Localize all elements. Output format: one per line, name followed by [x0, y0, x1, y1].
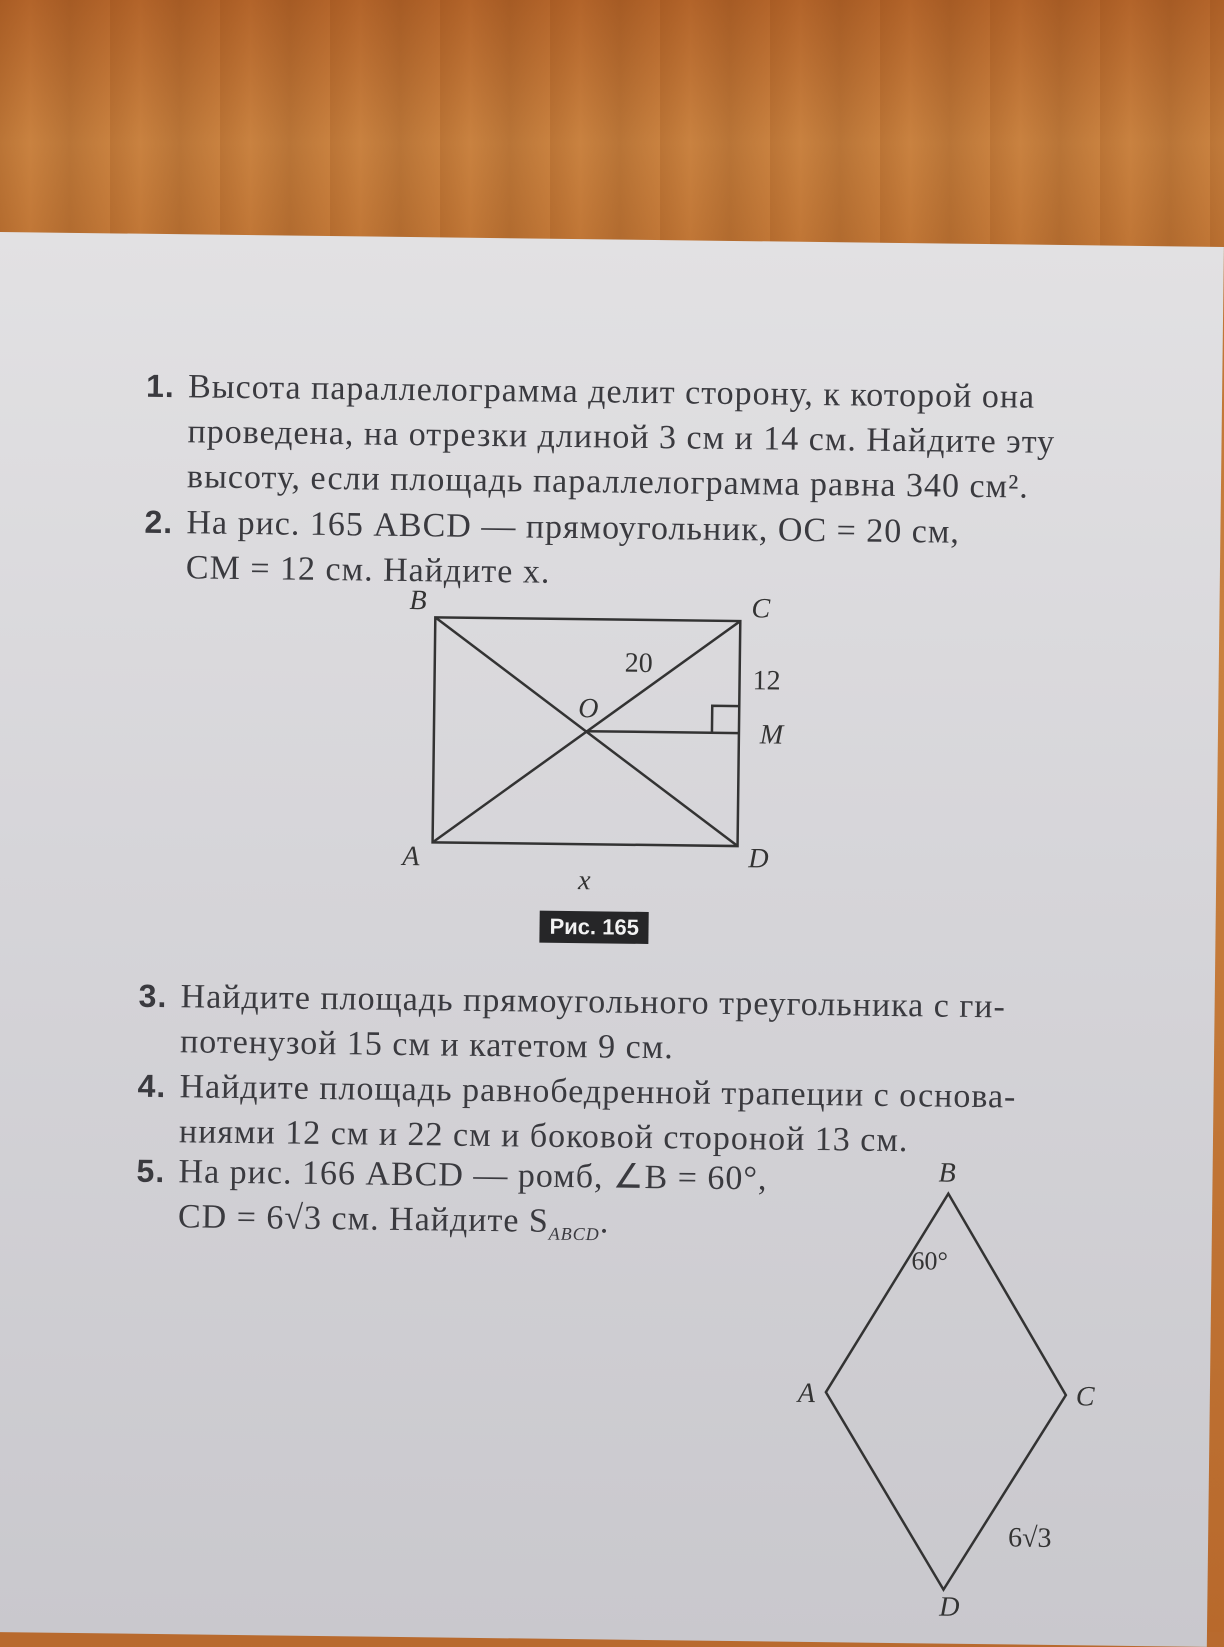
task-3-line-2: потенузой 15 см и катетом 9 см.	[179, 1023, 674, 1067]
label-side-cd: 6√3	[1007, 1522, 1052, 1554]
segment-om	[586, 731, 739, 733]
task-4-number: 4.	[137, 1067, 167, 1105]
task-3-number: 3.	[138, 977, 168, 1015]
task-5-suffix: .	[599, 1203, 610, 1241]
label-b: B	[938, 1157, 956, 1189]
task-1-line-2: проведена, на отрезки длиной 3 см и 14 см. Найдите эту	[187, 413, 1056, 461]
figure-166-rhombus-diagram	[793, 1152, 1118, 1623]
task-5-line-2	[136, 1194, 777, 1260]
label-b: B	[409, 585, 427, 617]
task-5	[136, 1149, 777, 1260]
figure-165-caption: Рис. 165	[539, 911, 649, 944]
task-2-line-1: На рис. 165 ABCD — прямоугольник, OC = 20 см,	[186, 504, 961, 551]
task-5-line-1: На рис. 166 ABCD — ромб, ∠B = 60°,	[178, 1153, 768, 1198]
right-angle-mark	[712, 706, 739, 733]
task-1-line-1: Высота параллелограмма делит сторону, к которой она	[187, 368, 1036, 416]
label-d: D	[748, 843, 769, 875]
label-c: C	[1075, 1381, 1095, 1413]
task-5-line-2-text: CD = 6√3 см. Найдите S	[177, 1198, 550, 1240]
label-cm-length: 12	[752, 665, 781, 697]
task-5-subscript: ABCD	[548, 1223, 600, 1245]
label-m: M	[759, 719, 784, 751]
worksheet-page	[0, 232, 1224, 1647]
task-1	[145, 364, 1147, 511]
task-3-line-1: Найдите площадь прямоугольного треугольника с ги-	[180, 978, 1007, 1026]
label-x: x	[577, 865, 591, 897]
label-a: A	[402, 840, 420, 873]
label-c: C	[751, 593, 771, 625]
task-5-number: 5.	[136, 1152, 166, 1190]
task-1-number: 1.	[145, 367, 176, 405]
task-4-line-1: Найдите площадь равнобедренной трапеции с основа-	[179, 1068, 1017, 1116]
task-2	[144, 500, 1145, 602]
label-angle-b: 60°	[911, 1246, 949, 1276]
figure-165-rectangle-diagram	[392, 585, 816, 897]
label-o: O	[578, 693, 599, 725]
task-2-number: 2.	[144, 503, 174, 541]
task-2-line-2: CM = 12 см. Найдите x.	[185, 549, 551, 591]
wooden-table-background	[0, 0, 1224, 260]
task-1-line-3: высоту, если площадь параллелограмма равна 340 см².	[186, 458, 1029, 506]
label-oc-length: 20	[624, 647, 653, 680]
task-4-line-2: ниями 12 см и 22 см и боковой стороной 13 см.	[178, 1113, 909, 1160]
label-d: D	[939, 1591, 960, 1623]
label-a: A	[797, 1377, 816, 1410]
task-3	[138, 974, 1139, 1076]
